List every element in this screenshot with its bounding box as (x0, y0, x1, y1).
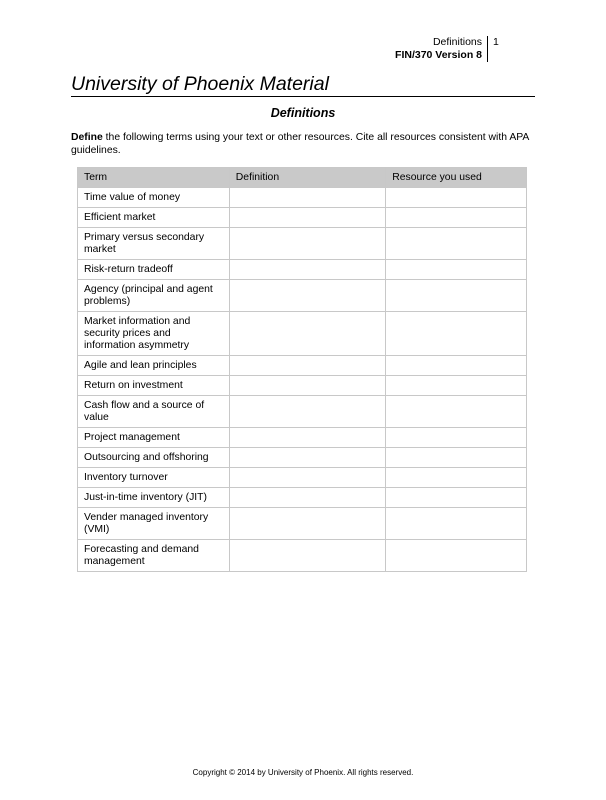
table-row (78, 508, 527, 540)
table-row (78, 396, 527, 428)
table-row (78, 448, 527, 468)
table-row (78, 188, 527, 208)
resource-cell[interactable] (386, 228, 527, 260)
definition-cell[interactable] (229, 396, 385, 428)
table-row (78, 468, 527, 488)
header-definition: Definition (229, 168, 385, 188)
term-cell: Agency (principal and agent problems) (78, 280, 230, 312)
header-title: Definitions (432, 36, 482, 48)
resource-cell[interactable] (386, 448, 527, 468)
resource-cell[interactable] (386, 188, 527, 208)
resource-cell[interactable] (386, 428, 527, 448)
header-resource: Resource you used (386, 168, 527, 188)
term-cell: Risk-return tradeoff (78, 260, 230, 280)
term-cell: Primary versus secondary market (78, 228, 230, 260)
term-cell: Cash flow and a source of value (78, 396, 230, 428)
table-row (78, 376, 527, 396)
definition-cell[interactable] (229, 540, 385, 572)
page-number: 1 (493, 36, 499, 48)
definition-cell[interactable] (229, 488, 385, 508)
term-cell: Just-in-time inventory (JIT) (78, 488, 230, 508)
resource-cell[interactable] (386, 356, 527, 376)
definition-cell[interactable] (229, 356, 385, 376)
header-term: Term (78, 168, 230, 188)
definition-cell[interactable] (229, 508, 385, 540)
definition-cell[interactable] (229, 376, 385, 396)
resource-cell[interactable] (386, 208, 527, 228)
term-cell: Time value of money (78, 188, 230, 208)
table-body (78, 188, 527, 572)
definition-cell[interactable] (229, 468, 385, 488)
definitions-table (77, 167, 527, 572)
resource-cell[interactable] (386, 396, 527, 428)
term-cell: Inventory turnover (78, 468, 230, 488)
resource-cell[interactable] (386, 376, 527, 396)
table-row (78, 312, 527, 356)
term-cell: Vender managed inventory (VMI) (78, 508, 230, 540)
instructions-text: the following terms using your text or other resources. Cite all resources consistent with APA guidelines. (71, 132, 529, 156)
definition-cell[interactable] (229, 312, 385, 356)
definition-cell[interactable] (229, 428, 385, 448)
resource-cell[interactable] (386, 508, 527, 540)
brand-title: University of Phoenix Material (71, 72, 535, 97)
table-row (78, 208, 527, 228)
table-row (78, 228, 527, 260)
table-row (78, 488, 527, 508)
resource-cell[interactable] (386, 540, 527, 572)
header-version: FIN/370 Version 8 (395, 49, 482, 61)
definition-cell[interactable] (229, 188, 385, 208)
definition-cell[interactable] (229, 208, 385, 228)
definition-cell[interactable] (229, 448, 385, 468)
term-cell: Agile and lean principles (78, 356, 230, 376)
copyright-footer: Copyright © 2014 by University of Phoenix. All rights reserved. (192, 768, 414, 777)
resource-cell[interactable] (386, 488, 527, 508)
table-row (78, 540, 527, 572)
term-cell: Outsourcing and offshoring (78, 448, 230, 468)
resource-cell[interactable] (386, 468, 527, 488)
table-row (78, 356, 527, 376)
term-cell: Market information and security prices and information asymmetry (78, 312, 230, 356)
definition-cell[interactable] (229, 280, 385, 312)
term-cell: Return on investment (78, 376, 230, 396)
document-title: Definitions (270, 106, 336, 120)
table-header-row (78, 168, 527, 188)
table-row (78, 428, 527, 448)
resource-cell[interactable] (386, 312, 527, 356)
table-row (78, 260, 527, 280)
resource-cell[interactable] (386, 280, 527, 312)
term-cell: Project management (78, 428, 230, 448)
resource-cell[interactable] (386, 260, 527, 280)
instructions-bold: Define (71, 132, 103, 143)
instructions (71, 132, 535, 157)
running-header (395, 36, 488, 62)
definition-cell[interactable] (229, 260, 385, 280)
term-cell: Efficient market (78, 208, 230, 228)
term-cell: Forecasting and demand management (78, 540, 230, 572)
table-row (78, 280, 527, 312)
definition-cell[interactable] (229, 228, 385, 260)
